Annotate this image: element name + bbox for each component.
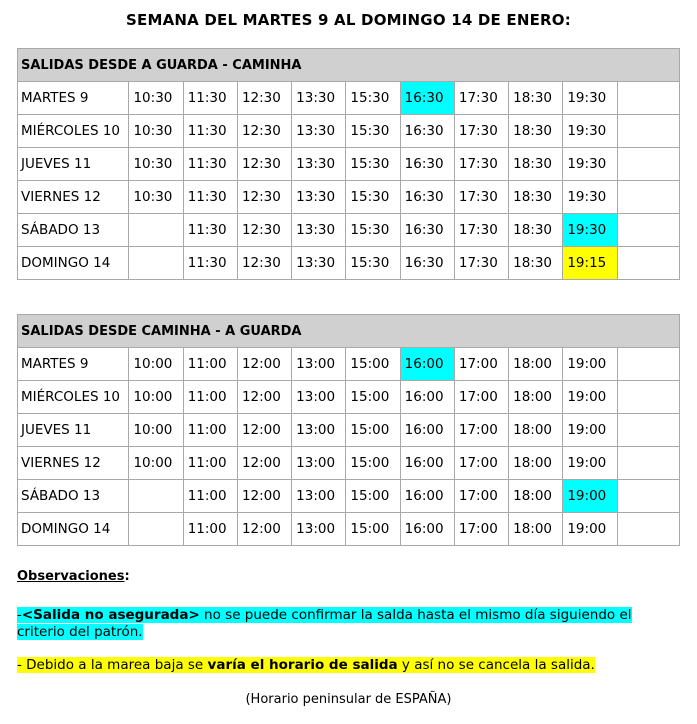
time-cell: 11:00 <box>183 513 237 546</box>
time-cell: 17:00 <box>454 480 508 513</box>
time-cell <box>129 247 183 280</box>
time-cell: 12:30 <box>237 214 291 247</box>
page-title: SEMANA DEL MARTES 9 AL DOMINGO 14 DE ENERO: <box>126 11 571 29</box>
time-cell: 12:00 <box>237 348 291 381</box>
schedule-table-guarda-caminha <box>17 48 680 280</box>
time-cell: 15:00 <box>346 414 400 447</box>
time-cell: 19:00 <box>563 513 617 546</box>
table-heading: SALIDAS DESDE CAMINHA - A GUARDA <box>18 315 680 348</box>
time-cell: 16:30 <box>400 82 454 115</box>
time-cell <box>617 447 679 480</box>
time-cell: 15:30 <box>346 82 400 115</box>
time-cell: 13:30 <box>292 214 346 247</box>
time-cell: 15:30 <box>346 148 400 181</box>
time-cell: 10:00 <box>129 348 183 381</box>
schedule-table-caminha-guarda <box>17 314 680 546</box>
time-cell: 17:00 <box>454 348 508 381</box>
time-cell: 16:30 <box>400 214 454 247</box>
time-cell: 18:30 <box>509 115 563 148</box>
time-cell <box>617 381 679 414</box>
time-cell <box>617 181 679 214</box>
time-cell: 15:00 <box>346 513 400 546</box>
time-cell: 11:00 <box>183 381 237 414</box>
table-header-row <box>18 49 680 82</box>
day-cell: SÁBADO 13 <box>18 214 129 247</box>
time-cell: 12:30 <box>237 181 291 214</box>
day-cell: MIÉRCOLES 10 <box>18 381 129 414</box>
time-cell: 10:00 <box>129 447 183 480</box>
time-cell: 10:30 <box>129 181 183 214</box>
time-cell: 15:30 <box>346 181 400 214</box>
time-cell <box>617 82 679 115</box>
time-cell: 15:00 <box>346 480 400 513</box>
time-cell: 13:00 <box>292 480 346 513</box>
time-cell: 18:30 <box>509 82 563 115</box>
table-row <box>18 381 680 414</box>
time-cell: 17:00 <box>454 513 508 546</box>
table-row <box>18 480 680 513</box>
time-cell: 13:00 <box>292 513 346 546</box>
time-cell <box>617 348 679 381</box>
time-cell: 16:00 <box>400 447 454 480</box>
time-cell: 18:00 <box>509 513 563 546</box>
table-row <box>18 148 680 181</box>
time-cell: 19:00 <box>563 414 617 447</box>
time-cell: 11:30 <box>183 115 237 148</box>
time-cell: 12:30 <box>237 82 291 115</box>
time-cell: 16:00 <box>400 513 454 546</box>
time-cell: 11:30 <box>183 181 237 214</box>
time-cell: 17:30 <box>454 181 508 214</box>
table-row <box>18 414 680 447</box>
time-cell: 19:30 <box>563 115 617 148</box>
time-cell: 12:30 <box>237 247 291 280</box>
time-cell <box>617 115 679 148</box>
time-cell: 10:30 <box>129 82 183 115</box>
table-row <box>18 513 680 546</box>
time-cell: 18:30 <box>509 214 563 247</box>
time-cell: 12:00 <box>237 381 291 414</box>
time-cell: 19:30 <box>563 148 617 181</box>
time-cell: 18:00 <box>509 381 563 414</box>
table-row <box>18 181 680 214</box>
table-row <box>18 115 680 148</box>
time-cell: 17:30 <box>454 247 508 280</box>
time-cell: 13:00 <box>292 381 346 414</box>
time-cell: 13:00 <box>292 447 346 480</box>
time-cell: 11:00 <box>183 348 237 381</box>
day-cell: VIERNES 12 <box>18 181 129 214</box>
time-cell: 12:00 <box>237 447 291 480</box>
time-cell: 11:30 <box>183 82 237 115</box>
time-cell: 11:30 <box>183 214 237 247</box>
time-cell: 15:00 <box>346 447 400 480</box>
time-cell: 11:00 <box>183 414 237 447</box>
time-cell: 19:30 <box>563 181 617 214</box>
day-cell: MARTES 9 <box>18 82 129 115</box>
time-cell: 16:00 <box>400 414 454 447</box>
time-cell: 11:00 <box>183 447 237 480</box>
time-cell: 11:00 <box>183 480 237 513</box>
time-cell: 11:30 <box>183 148 237 181</box>
time-cell: 16:00 <box>400 348 454 381</box>
time-cell: 10:00 <box>129 381 183 414</box>
time-cell: 16:00 <box>400 480 454 513</box>
time-cell: 13:30 <box>292 115 346 148</box>
time-cell: 15:00 <box>346 381 400 414</box>
day-cell: SÁBADO 13 <box>18 480 129 513</box>
time-cell: 18:30 <box>509 247 563 280</box>
time-cell <box>617 513 679 546</box>
time-cell: 16:30 <box>400 181 454 214</box>
time-cell: 13:00 <box>292 414 346 447</box>
time-cell: 16:00 <box>400 381 454 414</box>
time-cell: 12:00 <box>237 513 291 546</box>
time-cell: 12:30 <box>237 115 291 148</box>
time-cell: 18:00 <box>509 348 563 381</box>
time-cell: 10:30 <box>129 115 183 148</box>
time-cell: 13:30 <box>292 247 346 280</box>
time-cell: 18:30 <box>509 181 563 214</box>
day-cell: DOMINGO 14 <box>18 513 129 546</box>
time-cell: 16:30 <box>400 115 454 148</box>
note-marea-baja: - Debido a la marea baja se varía el horario de salida y así no se cancela la salida. <box>17 657 595 673</box>
time-cell <box>617 148 679 181</box>
time-cell: 10:00 <box>129 414 183 447</box>
time-cell: 17:30 <box>454 148 508 181</box>
footer-note: (Horario peninsular de ESPAÑA) <box>245 692 452 707</box>
time-cell <box>129 480 183 513</box>
time-cell <box>617 480 679 513</box>
time-cell: 19:30 <box>563 214 617 247</box>
time-cell: 15:30 <box>346 115 400 148</box>
time-cell <box>129 513 183 546</box>
time-cell: 19:00 <box>563 381 617 414</box>
time-cell: 12:00 <box>237 480 291 513</box>
time-cell: 16:30 <box>400 148 454 181</box>
table-heading: SALIDAS DESDE A GUARDA - CAMINHA <box>18 49 680 82</box>
day-cell: MIÉRCOLES 10 <box>18 115 129 148</box>
time-cell: 17:30 <box>454 115 508 148</box>
table-row <box>18 214 680 247</box>
time-cell: 12:30 <box>237 148 291 181</box>
time-cell: 15:30 <box>346 247 400 280</box>
time-cell: 17:00 <box>454 381 508 414</box>
time-cell: 17:00 <box>454 414 508 447</box>
day-cell: MARTES 9 <box>18 348 129 381</box>
table-header-row <box>18 315 680 348</box>
table-row <box>18 247 680 280</box>
time-cell: 12:00 <box>237 414 291 447</box>
time-cell: 15:00 <box>346 348 400 381</box>
time-cell <box>617 214 679 247</box>
table-row <box>18 348 680 381</box>
time-cell <box>129 214 183 247</box>
time-cell: 15:30 <box>346 214 400 247</box>
time-cell: 13:30 <box>292 148 346 181</box>
time-cell: 17:00 <box>454 447 508 480</box>
time-cell: 19:00 <box>563 348 617 381</box>
time-cell: 17:30 <box>454 82 508 115</box>
time-cell <box>617 414 679 447</box>
day-cell: VIERNES 12 <box>18 447 129 480</box>
time-cell <box>617 247 679 280</box>
table-row <box>18 447 680 480</box>
time-cell: 19:30 <box>563 82 617 115</box>
time-cell: 19:00 <box>563 447 617 480</box>
day-cell: JUEVES 11 <box>18 414 129 447</box>
time-cell: 16:30 <box>400 247 454 280</box>
time-cell: 17:30 <box>454 214 508 247</box>
time-cell: 13:30 <box>292 181 346 214</box>
day-cell: JUEVES 11 <box>18 148 129 181</box>
time-cell: 18:00 <box>509 480 563 513</box>
time-cell: 13:30 <box>292 82 346 115</box>
note-salida-no-asegurada: -<Salida no asegurada> no se puede confirmar la salda hasta el mismo día siguiendo el criterio del patrón. <box>17 607 632 640</box>
time-cell: 18:00 <box>509 447 563 480</box>
time-cell: 19:15 <box>563 247 617 280</box>
time-cell: 13:00 <box>292 348 346 381</box>
time-cell: 19:00 <box>563 480 617 513</box>
observations-heading: Observaciones: <box>17 569 130 584</box>
time-cell: 11:30 <box>183 247 237 280</box>
time-cell: 18:00 <box>509 414 563 447</box>
time-cell: 10:30 <box>129 148 183 181</box>
table-row <box>18 82 680 115</box>
time-cell: 18:30 <box>509 148 563 181</box>
day-cell: DOMINGO 14 <box>18 247 129 280</box>
